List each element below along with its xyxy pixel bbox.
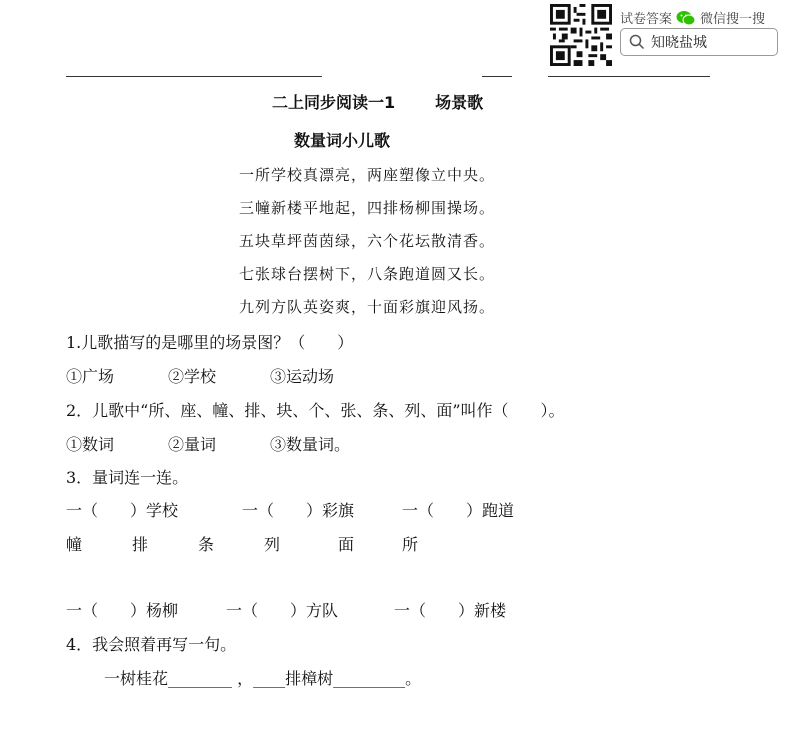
q3-row-2 xyxy=(66,598,506,621)
qr-code-icon xyxy=(550,4,612,66)
q3-word-5: 面 xyxy=(338,535,355,554)
q1-option-3: ③运动场 xyxy=(270,367,335,386)
header-rule-right xyxy=(548,76,710,77)
q2-option-1: ①数词 xyxy=(66,435,115,454)
poem-line-4: 七张球台摆树下，八条跑道圆又长。 xyxy=(239,265,496,283)
page-title xyxy=(272,90,483,113)
poem-line-5: 九列方队英姿爽，十面彩旗迎风扬。 xyxy=(239,298,496,316)
title-right: 场景歌 xyxy=(435,93,484,112)
brand-top-label: 试卷答案 xyxy=(620,12,673,27)
search-icon xyxy=(629,34,645,50)
q3-blank-4: 一（ ）杨柳 xyxy=(66,601,179,620)
q3-blank-5: 一（ ）方队 xyxy=(226,601,339,620)
q3-blank-1: 一（ ）学校 xyxy=(66,501,179,520)
q4-example: 一树桂花________ ，____排樟树_________。 xyxy=(104,669,422,688)
title-left: 二上同步阅读一1 xyxy=(272,93,396,112)
q2-option-2: ②量词 xyxy=(168,435,217,454)
q3-blank-6: 一（ ）新楼 xyxy=(394,601,507,620)
q3-blank-2: 一（ ）彩旗 xyxy=(242,501,355,520)
question-2-options xyxy=(66,432,350,455)
q3-word-3: 条 xyxy=(198,535,215,554)
wechat-search-label: 微信搜一搜 xyxy=(700,12,766,27)
search-text: 知晓盐城 xyxy=(651,35,707,51)
question-4: 4．我会照着再写一句。 xyxy=(66,635,237,654)
poem-title: 数量词小儿歌 xyxy=(294,131,391,150)
question-2: 2．儿歌中“所、座、幢、排、块、个、张、条、列、面”叫作（ ）。 xyxy=(66,401,565,420)
wechat-icon xyxy=(676,10,696,26)
q3-word-1: 幢 xyxy=(66,535,83,554)
poem-line-1: 一所学校真漂亮，两座塑像立中央。 xyxy=(239,166,496,184)
q3-row-1 xyxy=(66,498,514,521)
q2-option-3: ③数量词。 xyxy=(270,435,351,454)
header-rule-left xyxy=(66,76,322,77)
q3-blank-3: 一（ ）跑道 xyxy=(402,501,515,520)
q1-option-1: ①广场 xyxy=(66,367,115,386)
q1-option-2: ②学校 xyxy=(168,367,217,386)
question-3: 3．量词连一连。 xyxy=(66,468,189,487)
search-box[interactable] xyxy=(620,28,778,56)
brand-header xyxy=(620,8,765,27)
poem-line-3: 五块草坪茵茵绿，六个花坛散清香。 xyxy=(239,232,496,250)
q3-word-bank xyxy=(66,532,418,555)
q3-word-2: 排 xyxy=(132,535,149,554)
question-1-options xyxy=(66,364,334,387)
q3-word-4: 列 xyxy=(264,535,281,554)
poem-line-2: 三幢新楼平地起，四排杨柳围操场。 xyxy=(239,199,496,217)
q3-word-6: 所 xyxy=(402,535,419,554)
question-1: 1.儿歌描写的是哪里的场景图？（ ） xyxy=(66,333,354,352)
header-rule-middle xyxy=(482,76,512,77)
